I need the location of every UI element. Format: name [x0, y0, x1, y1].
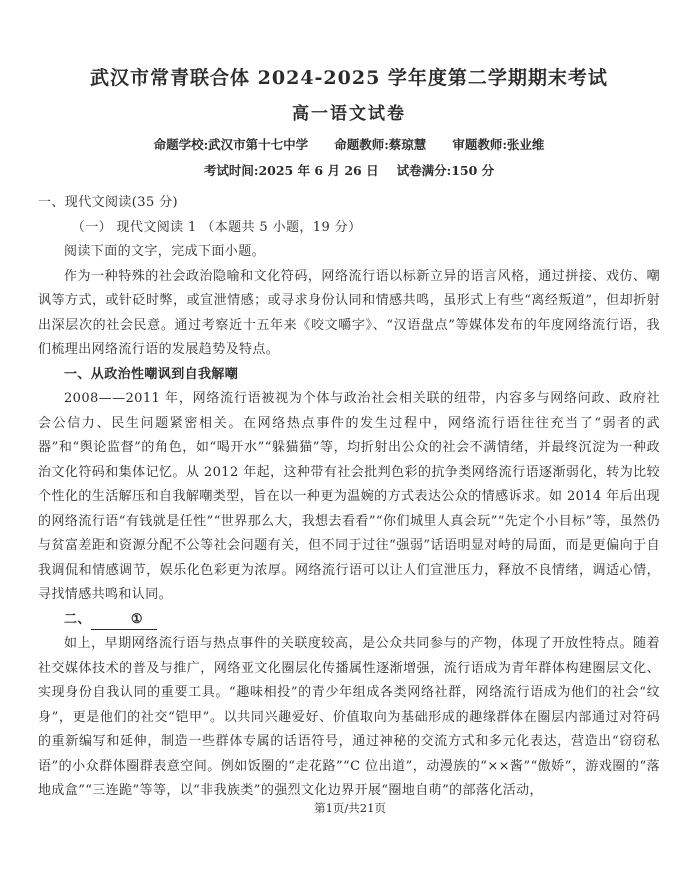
exam-full-score: 试卷满分:150 分: [396, 163, 495, 178]
subheading-2-prefix: 二、: [64, 611, 91, 627]
paper-meta-line: [38, 136, 660, 153]
fill-in-blank-1: ①: [91, 611, 157, 630]
section-heading-modern-reading: 一、现代文阅读(35 分): [38, 195, 179, 210]
passage-subheading-2: [38, 608, 660, 633]
reading-instruction: 阅读下面的文字，完成下面小题。: [64, 244, 266, 259]
passage-subheading-1: 一、从政治性嘲讽到自我解嘲: [64, 366, 239, 382]
exam-title: 武汉市常青联合体 2024-2025 学年度第二学期期末考试: [90, 67, 608, 89]
passage-paragraph-2: 2008——2011 年，网络流行语被视为个体与政治社会相关联的纽带，内容多与网络问政、政府社会公信力、民生问题紧密相关。在网络热点事件的发生过程中，网络流行语往往充当了“弱者的武器”和“舆论监督”的角色，如“喝开水”“躲猫猫”等，均折射出公众的社会不满情绪，并最终沉淀为一种政治文化符码和集体记忆。从 2012 年起，这种带有社会批判色彩的抗争类网络流行语逐渐弱化，转为比较个性化的生活解压和自我解嘲类型，旨在以一种更为温婉的方式表达公众的情感诉求。如 2014 年后出现的网络流行语“有钱就是任性”“世界那么大，我想去看看”“你们城里人真会玩”“先定个小目标”等，虽然仍与贫富差距和资源分配不公等社会问题有关，但不同于过往“强弱”话语明显对峙的局面，而是更偏向于自我调侃和情感调节，娱乐化色彩更为浓厚。网络流行语可以让人们宣泄压力，释放不良情绪，调适心情，寻找情感共鸣和认同。: [38, 391, 660, 602]
reviewer-teacher: 审题教师:张业维: [452, 137, 545, 152]
subsection-heading-reading1: （一） 现代文阅读 1 （本题共 5 小题，19 分）: [71, 219, 362, 235]
setter-teacher: 命题教师:蔡琼慧: [334, 137, 427, 152]
setter-school: 命题学校:武汉市第十七中学: [153, 137, 309, 152]
exam-info-line: [38, 162, 660, 179]
passage-paragraph-3: 如上，早期网络流行语与热点事件的关联度较高，是公众共同参与的产物，体现了开放性特点。随着社交媒体技术的普及与推广，网络亚文化圈层化传播属性逐渐增强，流行语成为青年群体构建圈层文化、实现身份自我认同的重要工具。“趣味相投”的青少年组成各类网络社群，网络流行语成为他们的社会“纹身”，更是他们的社交“铠甲”。以共同兴趣爱好、价值取向为基础形成的趣缘群体在圈层内部通过对符码的重新编写和延伸，制造一些群体专属的话语符号，通过神秘的交流方式和多元化表达，营造出“窃窃私语”的小众群体圈群表意空间。例如饭圈的“走花路”“C 位出道”，动漫族的“××酱”“傲娇”，游戏圈的“落地成盒”“三连跪”等等，以“非我族类”的强烈文化边界开展“圈地自萌”的部落化活动，: [38, 636, 660, 798]
paper-subtitle: 高一语文试卷: [292, 104, 406, 124]
page-number-footer: 第1页/共21页: [314, 801, 386, 815]
passage-paragraph-1: 作为一种特殊的社会政治隐喻和文化符码，网络流行语以标新立异的语言风格，通过拼接、戏仿、嘲讽等方式，或针砭时弊，或宣泄情感；或寻求身份认同和情感共鸣，虽形式上有些“离经叛道”，但却折射出深层次的社会民意。通过考察近十五年来《咬文嚼字》、“汉语盘点”等媒体发布的年度网络流行语，我们梳理出网络流行语的发展趋势及特点。: [38, 268, 660, 357]
exam-time: 考试时间:2025 年 6 月 26 日: [203, 163, 379, 178]
paper-body: [38, 191, 660, 804]
